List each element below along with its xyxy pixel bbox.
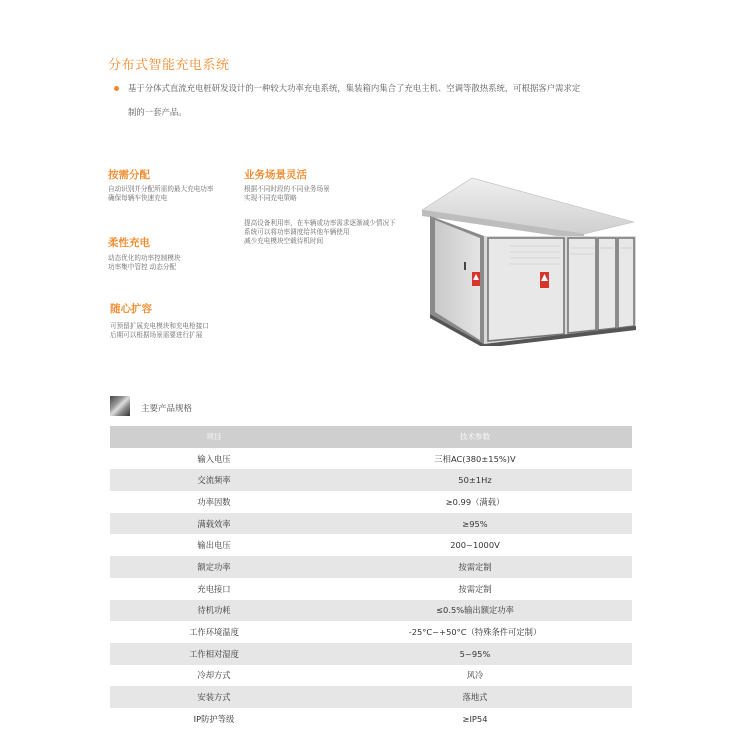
spec-value: 落地式 [318,686,632,708]
spec-item: 充电接口 [197,583,231,594]
feature-scenarios-line-a2: 实现不同充电策略 [244,194,297,202]
spec-value: ≥IP54 [462,713,488,724]
feature-scenarios-line-a1: 根据不同时段的不同业务场景 [244,185,330,193]
spec-item: 待机功耗 [110,600,318,622]
feature-on-demand-line-1: 自动识别并分配所需的最大充电功率 [108,185,214,193]
bullet-dot-icon [114,86,119,91]
spec-value: ≤0.5%输出额定功率 [318,600,632,622]
table-row [110,686,632,708]
spec-item: 功率因数 [197,496,231,507]
spec-item: 冷却方式 [197,670,231,681]
spec-item: 输出电压 [197,540,231,551]
spec-section-icon [110,396,130,416]
spec-item: 交流频率 [110,469,318,491]
spec-col-param: 技术参数 [318,426,632,448]
feature-expansion-title: 随心扩容 [110,303,152,315]
spec-item: 满载效率 [110,513,318,535]
table-row [110,643,632,665]
spec-value: ≥0.99（满载） [445,496,505,507]
table-row [110,708,632,730]
feature-scenarios-line-b2: 系统可以将功率调度给其他车辆使用 [244,228,350,236]
spec-value: 三相AC(380±15%)V [434,453,516,464]
feature-expansion-line-2: 后期可以根据场景需要进行扩展 [110,331,203,339]
spec-value: 风冷 [466,670,484,681]
table-row [110,600,632,622]
table-row [110,556,632,578]
table-row [110,469,632,491]
feature-flexible-line-1: 动态优化的功率控制模块 [108,254,181,262]
spec-value: 200~1000V [450,540,500,551]
table-row [110,665,632,687]
feature-flexible-line-2: 功率集中管控 动态分配 [108,263,177,271]
spec-table [110,426,632,730]
spec-value: 按需定制 [458,583,492,594]
intro-line-2: 制的一套产品。 [128,107,187,117]
spec-value: -25°C~+50°C（特殊条件可定制） [408,627,542,638]
feature-scenarios-line-b1: 提高设备利用率，在车辆或功率需求逐渐减少情况下 [244,219,396,227]
spec-col-item: 项目 [110,426,318,448]
table-row [110,448,632,470]
table-row [110,513,632,535]
spec-value: 按需定制 [318,556,632,578]
spec-item: 安装方式 [110,686,318,708]
intro-line-1: 基于分体式直流充电桩研发设计的一种较大功率充电系统，集装箱内集合了充电主机、空调等散热系统，可根据客户需求定 [128,83,581,93]
feature-expansion-line-1: 可预留扩展充电模块和充电枪接口 [110,322,209,330]
page-title: 分布式智能充电系统 [108,58,230,73]
table-row [110,578,632,600]
feature-on-demand-line-2: 确保每辆车快速充电 [108,194,168,202]
spec-value: ≥95% [318,513,632,535]
feature-scenarios-line-b3: 减少充电模块空载待机时间 [244,237,324,245]
table-row [110,534,632,556]
spec-value: 5~95% [318,643,632,665]
spec-item: 工作相对湿度 [110,643,318,665]
table-row [110,621,632,643]
spec-item: 工作环境温度 [189,627,239,638]
charging-cabinet-image [420,176,642,346]
spec-heading: 主要产品规格 [141,404,193,414]
spec-item: IP防护等级 [193,713,235,724]
feature-scenarios-title: 业务场景灵活 [244,169,307,181]
feature-flexible-title: 柔性充电 [108,237,150,249]
spec-item: 输入电压 [197,453,231,464]
spec-value: 50±1Hz [318,469,632,491]
spec-table-header-row [110,426,632,448]
spec-item: 额定功率 [110,556,318,578]
table-row [110,491,632,513]
feature-on-demand-title: 按需分配 [108,169,150,181]
